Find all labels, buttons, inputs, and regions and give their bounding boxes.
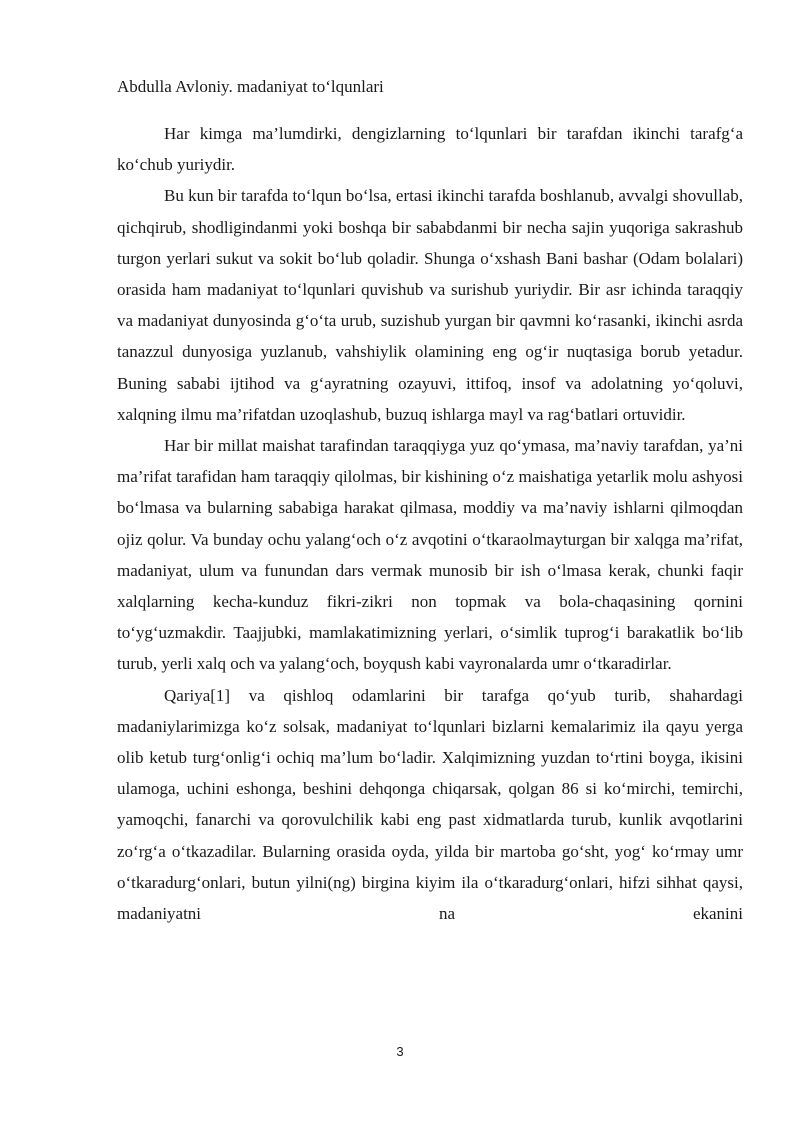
paragraph: Qariya[1] va qishloq odamlarini bir tarafga qo‘yub turib, shahardagi madaniylarimizga ko‘z solsak, madaniyat to‘lqunlari bizlarni kemalarimiz ila qayu yerga olib ketub turg‘onlig‘i ochiq ma’lum bo‘ladir. Xalqimizning yuzdan to‘rtini boyga, ikisini ulamoga, uchini eshonga, beshini dehqonga chiqarsak, qolgan 86 si ko‘mirchi, temirchi, yamoqchi, fanarchi va qorovulchilik kabi eng past xidmatlarda turub, kunlik avqotlarini zo‘rg‘a o‘tkazadilar. Bularning orasida oyda, yilda bir martoba go‘sht, yog‘ ko‘rmay umr o‘tkaradurg‘onlari, butun yilni(ng) birgina kiyim ila o‘tkaradurg‘onlari, hifzi sihhat qaysi, madaniyatni na ekanini — [117, 685, 743, 924]
page-number: 3 — [396, 1044, 404, 1059]
document-header: Abdulla Avloniy. madaniyat to‘lqunlari — [117, 77, 384, 96]
document-body — [117, 118, 743, 929]
paragraph: Har kimga ma’lumdirki, dengizlarning to‘lqunlari bir tarafdan ikinchi tarafg‘a ko‘chub yuriydir. — [117, 124, 743, 175]
paragraph: Bu kun bir tarafda to‘lqun bo‘lsa, ertasi ikinchi tarafda boshlanub, avvalgi shovullab, qichqirub, shodligindanmi yoki boshqa bir sababdanmi bir necha sajin yuqoriga sakrashub turgon yerlari sukut va sokit bo‘lub qoladir. Shunga o‘xshash Bani bashar (Odam bolalari) orasida ham madaniyat to‘lqunlari quvishub va surishub yuriydir. Bir asr ichinda taraqqiy va madaniyat dunyosinda g‘o‘ta urub, suzishub yurgan bir qavmni ko‘rasanki, ikinchi asrda tanazzul dunyosiga yuzlanub, vahshiylik olamining eng og‘ir nuqtasiga borub yetadur. Buning sababi ijtihod va g‘ayratning ozayuvi, ittifoq, insof va adolatning yo‘qoluvi, xalqning ilmu ma’rifatdan uzoqlashub, buzuq ishlarga mayl va rag‘batlari ortuvidir. — [117, 186, 743, 424]
paragraph: Har bir millat maishat tarafindan taraqqiyga yuz qo‘ymasa, ma’naviy tarafdan, ya’ni ma’rifat tarafidan ham taraqqiy qilolmas, bir kishining o‘z maishatiga yetarlik molu ashyosi bo‘lmasa va bularning sababiga harakat qilmasa, moddiy va ma’naviy ishlarni qilmoqdan ojiz qolur. Va bunday ochu yalang‘och o‘z avqotini o‘tkaraolmayturgan bir xalqga ma’rifat, madaniyat, ulum va funundan dars vermak munosib bir ish o‘lmasa kerak, chunki faqir xalqlarning kecha-kunduz fikri-zikri non topmak va bola-chaqasining qornini to‘yg‘uzmakdir. Taajjubki, mamlakatimizning yerlari, o‘simlik tuprog‘i barakatlik bo‘lib turub, yerli xalq och va yalang‘och, boyqush kabi vayronalarda umr o‘tkaradirlar. — [117, 436, 743, 674]
